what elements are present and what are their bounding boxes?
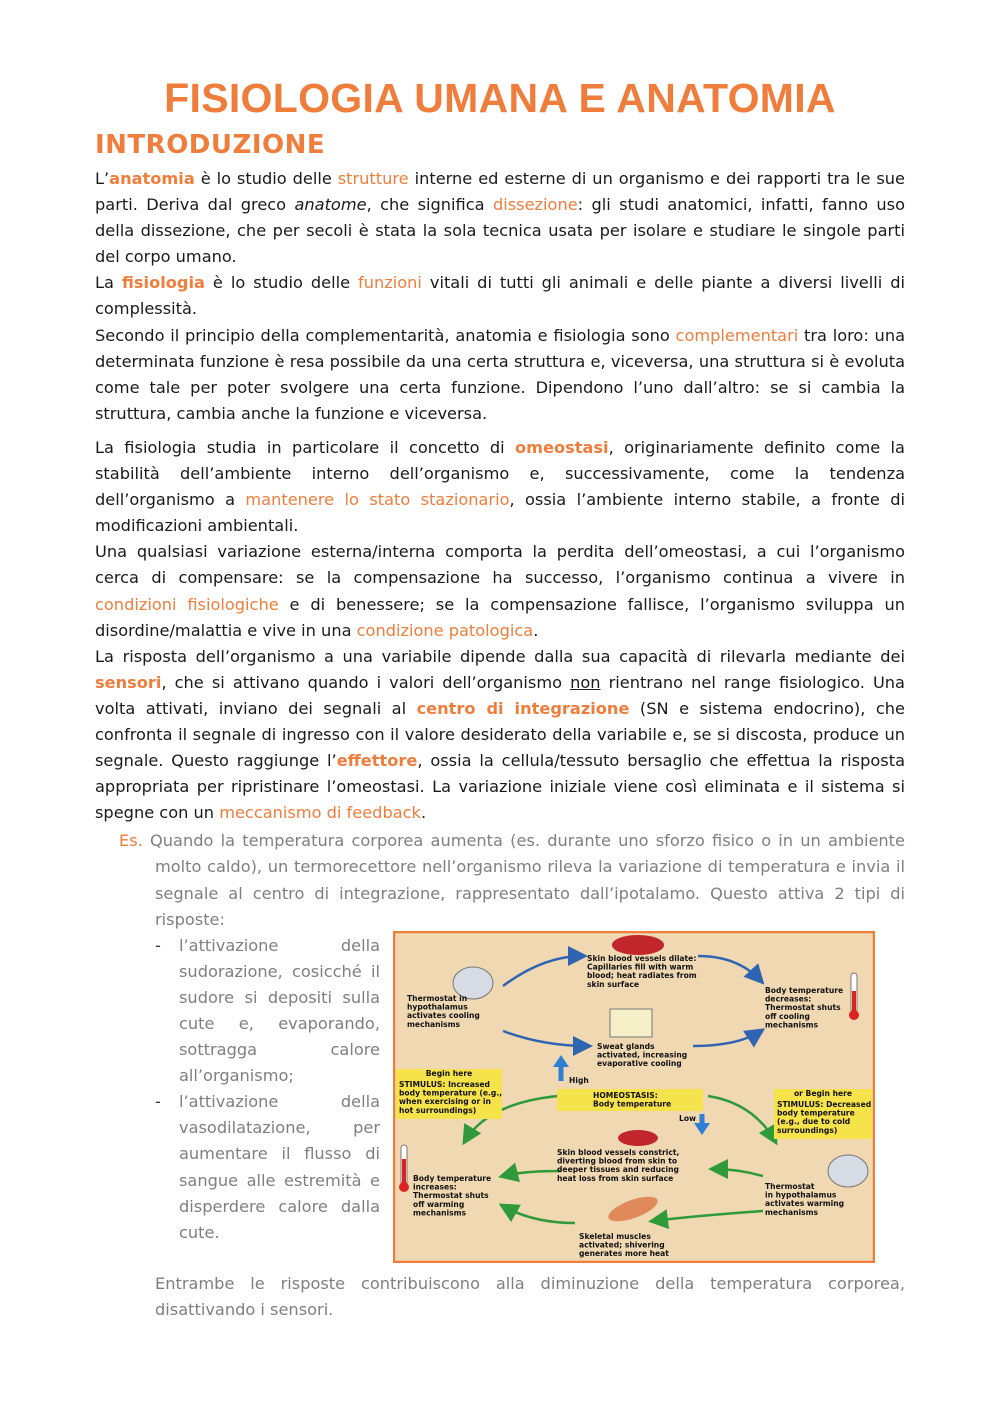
example-block (95, 828, 905, 1323)
diagram-label-low: Low (679, 1113, 697, 1123)
example-intro: Es. Quando la temperatura corporea aumenta (es. durante uno sforzo fisico o in un ambiente molto caldo), un termorecettore nell’organismo rileva la variazione di temperatura e invia il segnale al centro di integrazione, rappresentato dall’ipotalamo. Questo attiva 2 tipi di risposte: (119, 831, 905, 929)
diagram-label-high: High (569, 1075, 589, 1085)
thermoregulation-diagram (393, 931, 875, 1263)
diagram-label-body-inc: Body temperature increases: Thermostat shuts off warming mechanisms (413, 1173, 492, 1218)
blood-vessel-icon (618, 1130, 658, 1146)
paragraph-homeostasis: La fisiologia studia in particolare il concetto di omeostasi, originariamente definito come la stabilità dell’ambiente interno dell’organismo e, successivamente, come la tendenza dell’organismo a mantenere lo stato stazionario, ossia l’ambiente interno stabile, a fronte di modificazioni ambientali. (95, 437, 906, 536)
list-item: - l’attivazione della sudorazione, cosicché il sudore si depositi sulla cute e, evaporando, sottragga calore all’organismo; (155, 935, 380, 1086)
diagram-label-thermo-warm: Thermostat in hypothalamus activates warming mechanisms (765, 1181, 845, 1217)
diagram-label-stimulus-inc: STIMULUS: Increased body temperature (e.g., when exercising or in hot surroundings) (399, 1079, 503, 1115)
diagram-label-skin-dilate: Skin blood vessels dilate: Capillaries fill with warm blood; heat radiates from skin surface (587, 953, 697, 989)
list-item: - l’attivazione della vasodilatazione, per aumentare il flusso di sangue alle estremità e disperdere calore dalla cute. (155, 1092, 380, 1242)
diagram-label-stimulus-dec: STIMULUS: Decreased body temperature (e.g., due to cold surroundings) (777, 1099, 872, 1135)
section-heading: INTRODUZIONE (95, 130, 326, 160)
example-columns (155, 933, 905, 1271)
paragraph-variation: Una qualsiasi variazione esterna/interna comporta la perdita dell’omeostasi, a cui l’organismo cerca di compensare: se la compensazione ha successo, l’organismo continua a vivere in condizioni fisiologiche e di benessere; se la compensazione fallisce, l’organismo sviluppa un disordine/malattia e vive in una condizione patologica. (95, 542, 905, 640)
blood-vessel-icon (612, 935, 664, 955)
document-page (95, 72, 905, 1323)
diagram-label-homeostasis: HOMEOSTASIS: Body temperature (593, 1090, 672, 1109)
diagram-label-body-dec: Body temperature decreases: Thermostat shuts off cooling mechanisms (765, 985, 844, 1030)
bullet-list (155, 933, 380, 1246)
diagram-label-begin-here: Begin here (425, 1068, 473, 1078)
diagram-label-skin-constrict: Skin blood vessels constrict, diverting blood from skin to deeper tissues and reducing heat loss from skin surface (557, 1147, 680, 1183)
paragraph-anatomy: L’anatomia è lo studio delle strutture interne ed esterne di un organismo e dei rapporti tra le sue parti. Deriva dal greco anatome, che significa dissezione: gli studi anatomici, infatti, fanno uso della dissezione, che per secoli è stata la sola tecnica usata per isolare e studiare le singole parti del corpo umano. (95, 169, 906, 267)
diagram-label-or-begin-here: or Begin here (793, 1088, 853, 1098)
example-prefix: Es. (119, 831, 143, 851)
diagram-label-thermo-cool: Thermostat in hypothalamus activates cooling mechanisms (407, 993, 480, 1029)
brain-icon (828, 1155, 868, 1187)
diagram-label-sweat: Sweat glands activated, increasing evaporative cooling (597, 1041, 688, 1068)
paragraph-physiology: La fisiologia è lo studio delle funzioni vitali di tutti gli animali e delle piante a diversi livelli di complessità. (95, 273, 905, 319)
diagram-label-muscles: Skeletal muscles activated; shivering generates more heat (579, 1231, 669, 1258)
example-conclusion: Entrambe le risposte contribuiscono alla diminuzione della temperatura corporea, disattivando i sensori. (155, 1273, 905, 1319)
paragraph-response: La risposta dell’organismo a una variabile dipende dalla sua capacità di rilevarla mediante dei sensori, che si attivano quando i valori dell’organismo non rientrano nel range fisiologico. Una volta attivati, inviano dei segnali al centro di integrazione (SN e sistema endocrino), che confronta il segnale di ingresso con il valore desiderato della variabile e, se si discosta, produce un segnale. Questo raggiunge l’effettore, ossia la cellula/tessuto bersaglio che effettua la risposta appropriata per ripristinare l’omeostasi. La variazione iniziale viene così eliminata e il sistema si spegne con un meccanismo di feedback. (95, 646, 905, 823)
document-title: FISIOLOGIA UMANA E ANATOMIA (164, 75, 836, 121)
sweat-gland-icon (610, 1009, 652, 1037)
paragraph-complementarity: Secondo il principio della complementarità, anatomia e fisiologia sono complementari tra loro: una determinata funzione è resa possibile da una certa struttura e, viceversa, una struttura si è evoluta come tale per poter svolgere una certa funzione. Dipendono l’uno dall’altro: se si cambia la struttura, cambia anche la funzione e viceversa. (95, 325, 905, 423)
